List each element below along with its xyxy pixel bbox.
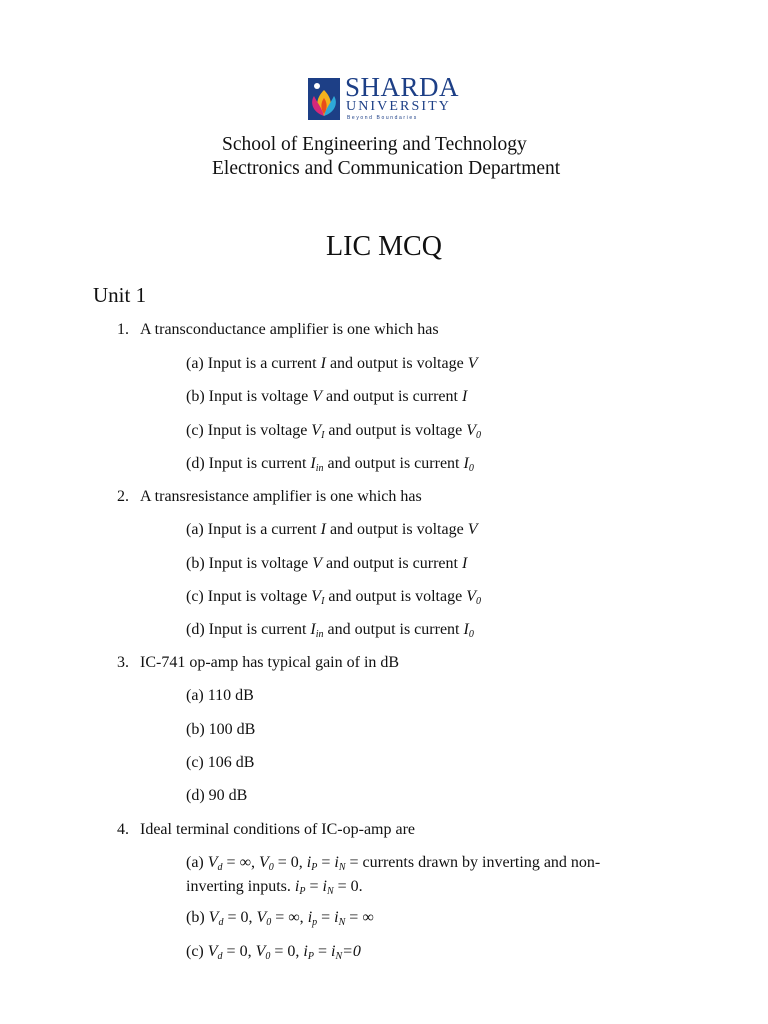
question-3-option-a: (a) 110 dB <box>186 687 254 704</box>
question-2-option-b: (b) Input is voltage V and output is current I <box>186 555 468 572</box>
question-text: A transresistance amplifier is one which has <box>140 488 422 505</box>
school-name: School of Engineering and Technology <box>222 134 527 155</box>
question-2-option-d: (d) Input is current $I_{in}$ and output is current $I_0$ <box>186 621 474 640</box>
question-3-option-d: (d) 90 dB <box>186 787 248 804</box>
page-title: LIC MCQ <box>326 231 442 262</box>
question-text: Ideal terminal conditions of IC-op-amp are <box>140 821 416 838</box>
question-3-option-b: (b) 100 dB <box>186 721 256 738</box>
question-number: 1. <box>117 321 129 338</box>
logo-subtitle: UNIVERSITY <box>346 99 451 114</box>
question-1-option-d: (d) Input is current $I_{in}$ and output is current $I_0$ <box>186 455 474 474</box>
question-4-option-a: (a) $V_d$ = ∞, $V_0 = 0$, $i_P = i_N$ = currents drawn by inverting and non-inverting inputs. $i_P = i_N = 0$. <box>186 854 601 897</box>
question-number: 3. <box>117 654 129 671</box>
question-number: 4. <box>117 821 129 838</box>
question-1-option-c: (c) Input is voltage $V_I$ and output is voltage $V_0$ <box>186 422 481 441</box>
question-1-option-a: (a) Input is a current I and output is voltage V <box>186 355 478 372</box>
question-3 <box>117 653 399 673</box>
question-4-option-b: (b) $V_d = 0$, $V_0$ = ∞, $i_p = i_N$ = ∞ <box>186 909 374 928</box>
question-2-option-a: (a) Input is a current I and output is voltage V <box>186 521 478 538</box>
question-2-option-c: (c) Input is voltage $V_I$ and output is voltage $V_0$ <box>186 588 481 607</box>
question-number: 2. <box>117 488 129 505</box>
flame-emblem-icon <box>308 78 340 120</box>
question-4-option-c: (c) $V_d = 0$, $V_0 = 0$, $i_P = i_N=0$ <box>186 943 361 962</box>
question-4 <box>117 820 415 840</box>
logo-name: SHARDA <box>345 72 460 102</box>
department-name: Electronics and Communication Department <box>212 158 561 179</box>
question-2 <box>117 487 422 507</box>
university-logo <box>308 72 468 122</box>
question-1-option-b: (b) Input is voltage V and output is current I <box>186 388 468 405</box>
question-1 <box>117 320 439 340</box>
unit-heading: Unit 1 <box>93 283 147 307</box>
logo-tagline: Beyond Boundaries <box>347 115 418 121</box>
question-3-option-c: (c) 106 dB <box>186 754 255 771</box>
question-text: IC-741 op-amp has typical gain of in dB <box>140 654 400 671</box>
question-text: A transconductance amplifier is one which has <box>140 321 439 338</box>
